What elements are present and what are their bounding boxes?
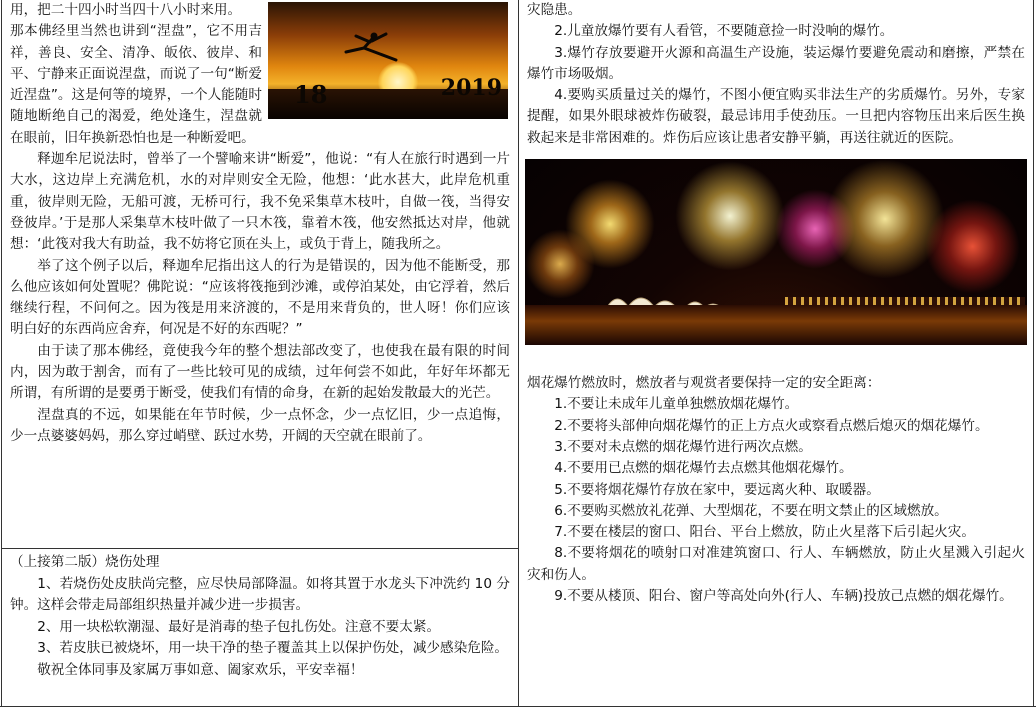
- page-border-bottom: [0, 706, 1036, 707]
- safety-rule: 7.不要在楼层的窗口、阳台、平台上燃放，防止火星落下后引起火灾。: [554, 524, 975, 541]
- firework-burst: [925, 199, 1020, 294]
- article-paragraph: 灾隐患。: [527, 2, 582, 18]
- safety-rule: 5.不要将烟花爆竹存放在家中，要远离火种、取暖器。: [554, 481, 880, 498]
- year-label-end: 2019: [440, 75, 502, 101]
- safety-rule: 8.不要将烟花的喷射口对准建筑窗口、行人、车辆燃放，防止火星溅入引起火灾和伤人。: [527, 545, 1025, 583]
- article-paragraph: 由于读了那本佛经，竟使我今年的整个想法部改变了，也使我在最有限的时间内，因为敢于割舍，而有了一些比较可见的成绩，过年何尝不如此，年好年坏都无所谓，有所谓的是要勇于断受，使我们有情的命身，在新的起始发散最大的光芒。: [10, 342, 510, 402]
- left-article: [2, 0, 519, 548]
- burn-step: 1、若烧伤处皮肤尚完整，应尽快局部降温。如将其置于水龙头下冲洗约 10 分钟。这样会带走局部组织热量并减少进一步损害。: [10, 575, 510, 613]
- year-label-start: 18: [294, 80, 328, 109]
- firecracker-tip: 3.爆竹存放要避开火源和高温生产设施，装运爆竹要避免震动和磨擦，严禁在爆竹市场吸烟。: [527, 44, 1025, 82]
- burn-step: 3、若皮肤已被烧坏，用一块干净的垫子覆盖其上以保护伤处，减少感染危险。: [37, 640, 509, 656]
- firecracker-tip: 4.要购买质量过关的爆竹，不图小便宜购买非法生产的劣质爆竹。另外，专家提醒，如果外眼球被炸伤破裂，最忌讳用手使劲压。一旦把内容物压出来后医生换救起来是非常困难的。炸伤后应该让患者安静平躺，再送往就近的医院。: [527, 87, 1025, 146]
- article-paragraph: 举了这个例子以后，释迦牟尼指出这人的行为是错误的，因为他不能断受，那么他应该如何处置呢？佛陀说：“应该将筏拖到沙滩，或停泊某处，由它浮着，然后继续行程，不问何之。因为筏是用来济渡的，不是用来背负的，世人呀！你们应该明白好的东西尚应舍弃，何况是不好的东西呢？”: [10, 257, 510, 338]
- article-paragraph: 用，把二十四小时当四十八小时来用。: [10, 2, 242, 18]
- safety-rule: 9.不要从楼顶、阳台、窗户等高处向外(行人、车辆)投放己点燃的烟花爆竹。: [554, 588, 1013, 605]
- safety-rule: 4.不要用已点燃的烟花爆竹去点燃其他烟花爆竹。: [554, 460, 853, 477]
- harbour-water: [525, 305, 1027, 345]
- safety-rule: 1.不要让未成年儿童单独燃放烟花爆竹。: [554, 396, 799, 413]
- article-paragraph: 那本佛经里当然也讲到“涅盘”，它不用吉祥，善良、安全、清净、皈依、彼岸、和平、宁静来正面说涅盘，而说了一句“断爱近涅盘”。这是何等的境界，一个人能随时随地断绝自己的渴爱，绝处逢生，涅盘就在眼前，旧年换新恐怕也是一种断爱吧。: [10, 23, 262, 146]
- safety-rule: 3.不要对未点燃的烟花爆竹进行两次点燃。: [554, 438, 812, 455]
- fireworks-image: [525, 159, 1027, 345]
- firework-burst: [525, 229, 595, 299]
- article-paragraph: 释迦牟尼说法时，曾举了一个譬喻来讲“断爱”，他说：“有人在旅行时遇到一片大水，这边岸上充满危机，水的对岸则安全无险，他想：‘此水甚大，此岸危机重重，彼岸则无险，无船可渡，无桥可行，我不免采集草木枝叶，自做一筏，当得安登彼岸。’于是那人采集草木枝叶做了一只木筏，靠着木筏，他安然抵达对岸，他就想：‘此筏对我大有助益，我不妨将它顶在头上，或负于背上，随我所之。: [10, 151, 510, 253]
- right-article: [519, 0, 1034, 706]
- greeting-line: 敬祝全体同事及家属万事如意、阖家欢乐，平安幸福！: [37, 661, 364, 678]
- safety-rule: 2.不要将头部伸向烟花爆竹的正上方点火或察看点燃后熄灭的烟花爆竹。: [554, 417, 989, 434]
- burn-heading: （上接第二版）烧伤处理: [10, 554, 160, 570]
- article-paragraph: 涅盘真的不远，如果能在年节时候，少一点怀念，少一点忆旧，少一点追悔，少一点婆婆妈妈，那么穿过峭壁、跃过水势，开阔的天空就在眼前了。: [10, 406, 510, 444]
- jumping-person-icon: [334, 30, 404, 66]
- safety-rule: 6.不要购买燃放礼花弹、大型烟花，不要在明文禁止的区域燃放。: [554, 502, 948, 519]
- safety-intro: 烟花爆竹燃放时，燃放者与观赏者要保持一定的安全距离：: [527, 375, 881, 392]
- firecracker-tip: 2.儿童放爆竹要有人看管，不要随意捡一时没响的爆竹。: [554, 23, 894, 40]
- burn-step: 2、用一块松软潮湿、最好是消毒的垫子包扎伤处。注意不要太紧。: [37, 618, 441, 635]
- new-year-jump-image: [268, 2, 508, 119]
- firework-burst: [675, 161, 785, 271]
- burn-treatment-box: [2, 548, 519, 707]
